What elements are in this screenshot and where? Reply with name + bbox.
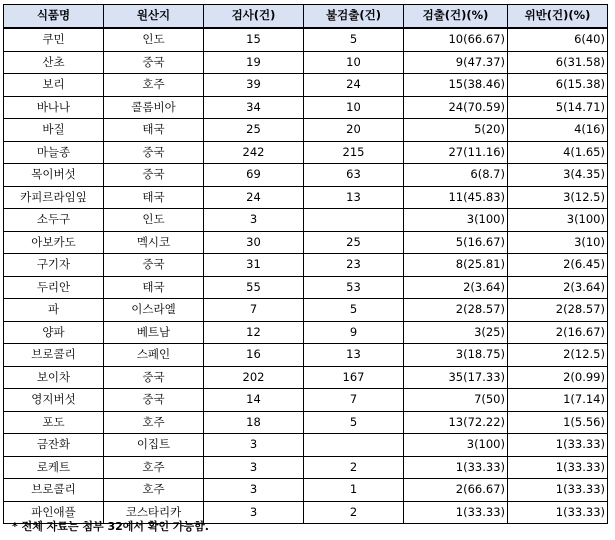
cell-detected: 9(47.37) <box>404 51 508 74</box>
cell-not-detected: 5 <box>304 28 404 51</box>
cell-food-name: 산초 <box>4 51 104 74</box>
cell-inspected: 31 <box>204 254 304 277</box>
table-row <box>4 411 608 434</box>
table-row <box>4 186 608 209</box>
table-row <box>4 231 608 254</box>
cell-detected: 2(66.67) <box>404 479 508 502</box>
cell-inspected: 3 <box>204 434 304 457</box>
header-detected: 검출(건)(%) <box>404 5 508 29</box>
cell-origin: 중국 <box>104 254 204 277</box>
cell-food-name: 바질 <box>4 119 104 142</box>
cell-not-detected: 13 <box>304 344 404 367</box>
cell-detected: 8(25.81) <box>404 254 508 277</box>
cell-violation: 3(4.35) <box>508 164 608 187</box>
cell-violation: 3(10) <box>508 231 608 254</box>
table-row <box>4 366 608 389</box>
cell-detected: 15(38.46) <box>404 74 508 97</box>
cell-detected: 35(17.33) <box>404 366 508 389</box>
cell-not-detected: 2 <box>304 501 404 524</box>
cell-violation: 5(14.71) <box>508 96 608 119</box>
cell-detected: 2(28.57) <box>404 299 508 322</box>
cell-detected: 6(8.7) <box>404 164 508 187</box>
cell-origin: 이집트 <box>104 434 204 457</box>
cell-food-name: 파 <box>4 299 104 322</box>
cell-inspected: 24 <box>204 186 304 209</box>
cell-not-detected: 2 <box>304 456 404 479</box>
cell-not-detected: 53 <box>304 276 404 299</box>
cell-origin: 호주 <box>104 411 204 434</box>
cell-violation: 3(100) <box>508 209 608 232</box>
cell-not-detected: 215 <box>304 141 404 164</box>
cell-detected: 5(16.67) <box>404 231 508 254</box>
cell-inspected: 12 <box>204 321 304 344</box>
cell-origin: 태국 <box>104 276 204 299</box>
table-row <box>4 28 608 51</box>
cell-inspected: 55 <box>204 276 304 299</box>
cell-not-detected: 5 <box>304 299 404 322</box>
table-row <box>4 209 608 232</box>
footnote: * 전체 자료는 첨부 32에서 확인 가능함. <box>12 520 209 533</box>
cell-food-name: 소두구 <box>4 209 104 232</box>
cell-detected: 3(100) <box>404 209 508 232</box>
cell-origin: 중국 <box>104 141 204 164</box>
cell-inspected: 18 <box>204 411 304 434</box>
cell-not-detected: 9 <box>304 321 404 344</box>
table-row <box>4 344 608 367</box>
cell-origin: 스페인 <box>104 344 204 367</box>
cell-food-name: 보이차 <box>4 366 104 389</box>
cell-inspected: 202 <box>204 366 304 389</box>
table-row <box>4 119 608 142</box>
cell-violation: 4(1.65) <box>508 141 608 164</box>
cell-origin: 중국 <box>104 389 204 412</box>
cell-food-name: 브로콜리 <box>4 479 104 502</box>
table-body <box>4 28 608 524</box>
cell-detected: 2(3.64) <box>404 276 508 299</box>
cell-origin: 호주 <box>104 74 204 97</box>
cell-detected: 3(100) <box>404 434 508 457</box>
cell-food-name: 마늘종 <box>4 141 104 164</box>
cell-food-name: 브로콜리 <box>4 344 104 367</box>
cell-violation: 1(33.33) <box>508 479 608 502</box>
cell-not-detected: 13 <box>304 186 404 209</box>
cell-violation: 1(33.33) <box>508 456 608 479</box>
cell-inspected: 19 <box>204 51 304 74</box>
cell-not-detected <box>304 434 404 457</box>
header-origin: 원산지 <box>104 5 204 29</box>
cell-inspected: 69 <box>204 164 304 187</box>
cell-origin: 호주 <box>104 456 204 479</box>
cell-inspected: 30 <box>204 231 304 254</box>
cell-origin: 이스라엘 <box>104 299 204 322</box>
cell-violation: 6(31.58) <box>508 51 608 74</box>
cell-origin: 멕시코 <box>104 231 204 254</box>
cell-food-name: 아보카도 <box>4 231 104 254</box>
cell-origin: 콜롬비아 <box>104 96 204 119</box>
cell-food-name: 양파 <box>4 321 104 344</box>
cell-violation: 1(33.33) <box>508 501 608 524</box>
cell-detected: 7(50) <box>404 389 508 412</box>
cell-violation: 1(33.33) <box>508 434 608 457</box>
cell-detected: 13(72.22) <box>404 411 508 434</box>
header-violation: 위반(건)(%) <box>508 5 608 29</box>
cell-not-detected <box>304 209 404 232</box>
cell-inspected: 242 <box>204 141 304 164</box>
cell-violation: 3(12.5) <box>508 186 608 209</box>
cell-food-name: 파인애플 <box>4 501 104 524</box>
cell-violation: 1(7.14) <box>508 389 608 412</box>
cell-inspected: 15 <box>204 28 304 51</box>
cell-violation: 2(3.64) <box>508 276 608 299</box>
cell-origin: 인도 <box>104 28 204 51</box>
cell-not-detected: 24 <box>304 74 404 97</box>
cell-not-detected: 7 <box>304 389 404 412</box>
cell-detected: 3(18.75) <box>404 344 508 367</box>
cell-detected: 11(45.83) <box>404 186 508 209</box>
table-row <box>4 456 608 479</box>
cell-food-name: 포도 <box>4 411 104 434</box>
cell-not-detected: 63 <box>304 164 404 187</box>
cell-detected: 10(66.67) <box>404 28 508 51</box>
cell-origin: 호주 <box>104 479 204 502</box>
cell-not-detected: 25 <box>304 231 404 254</box>
cell-food-name: 구기자 <box>4 254 104 277</box>
cell-violation: 2(0.99) <box>508 366 608 389</box>
cell-origin: 코스타리카 <box>104 501 204 524</box>
cell-origin: 중국 <box>104 164 204 187</box>
cell-food-name: 로케트 <box>4 456 104 479</box>
cell-detected: 24(70.59) <box>404 96 508 119</box>
table-row <box>4 321 608 344</box>
cell-not-detected: 20 <box>304 119 404 142</box>
cell-inspected: 3 <box>204 479 304 502</box>
table-row <box>4 276 608 299</box>
cell-not-detected: 167 <box>304 366 404 389</box>
cell-inspected: 3 <box>204 209 304 232</box>
cell-detected: 1(33.33) <box>404 501 508 524</box>
cell-origin: 태국 <box>104 119 204 142</box>
table-row <box>4 389 608 412</box>
cell-inspected: 25 <box>204 119 304 142</box>
cell-origin: 인도 <box>104 209 204 232</box>
cell-inspected: 39 <box>204 74 304 97</box>
table-row <box>4 434 608 457</box>
cell-detected: 1(33.33) <box>404 456 508 479</box>
cell-food-name: 영지버섯 <box>4 389 104 412</box>
header-food-name: 식품명 <box>4 5 104 29</box>
cell-violation: 4(16) <box>508 119 608 142</box>
cell-inspected: 3 <box>204 501 304 524</box>
header-inspected: 검사(건) <box>204 5 304 29</box>
cell-violation: 6(40) <box>508 28 608 51</box>
cell-inspected: 14 <box>204 389 304 412</box>
table-row <box>4 479 608 502</box>
cell-violation: 2(28.57) <box>508 299 608 322</box>
cell-origin: 태국 <box>104 186 204 209</box>
header-not-detected: 불검출(건) <box>304 5 404 29</box>
table-row <box>4 254 608 277</box>
cell-not-detected: 1 <box>304 479 404 502</box>
cell-detected: 27(11.16) <box>404 141 508 164</box>
cell-food-name: 목이버섯 <box>4 164 104 187</box>
cell-detected: 3(25) <box>404 321 508 344</box>
table-header <box>4 5 608 29</box>
cell-violation: 6(15.38) <box>508 74 608 97</box>
cell-not-detected: 5 <box>304 411 404 434</box>
cell-food-name: 카피르라임잎 <box>4 186 104 209</box>
cell-not-detected: 10 <box>304 96 404 119</box>
table-row <box>4 74 608 97</box>
cell-detected: 5(20) <box>404 119 508 142</box>
table-row <box>4 164 608 187</box>
cell-food-name: 쿠민 <box>4 28 104 51</box>
cell-violation: 2(12.5) <box>508 344 608 367</box>
cell-food-name: 바나나 <box>4 96 104 119</box>
cell-origin: 중국 <box>104 366 204 389</box>
cell-origin: 베트남 <box>104 321 204 344</box>
cell-food-name: 보리 <box>4 74 104 97</box>
cell-violation: 2(16.67) <box>508 321 608 344</box>
table-row <box>4 299 608 322</box>
table-row <box>4 141 608 164</box>
cell-violation: 2(6.45) <box>508 254 608 277</box>
cell-inspected: 34 <box>204 96 304 119</box>
cell-origin: 중국 <box>104 51 204 74</box>
table-row <box>4 96 608 119</box>
inspection-results-table <box>3 4 608 524</box>
cell-food-name: 금잔화 <box>4 434 104 457</box>
cell-not-detected: 10 <box>304 51 404 74</box>
cell-inspected: 3 <box>204 456 304 479</box>
cell-violation: 1(5.56) <box>508 411 608 434</box>
cell-inspected: 7 <box>204 299 304 322</box>
cell-inspected: 16 <box>204 344 304 367</box>
cell-not-detected: 23 <box>304 254 404 277</box>
header-row <box>4 5 608 29</box>
table-row <box>4 51 608 74</box>
cell-food-name: 두리안 <box>4 276 104 299</box>
